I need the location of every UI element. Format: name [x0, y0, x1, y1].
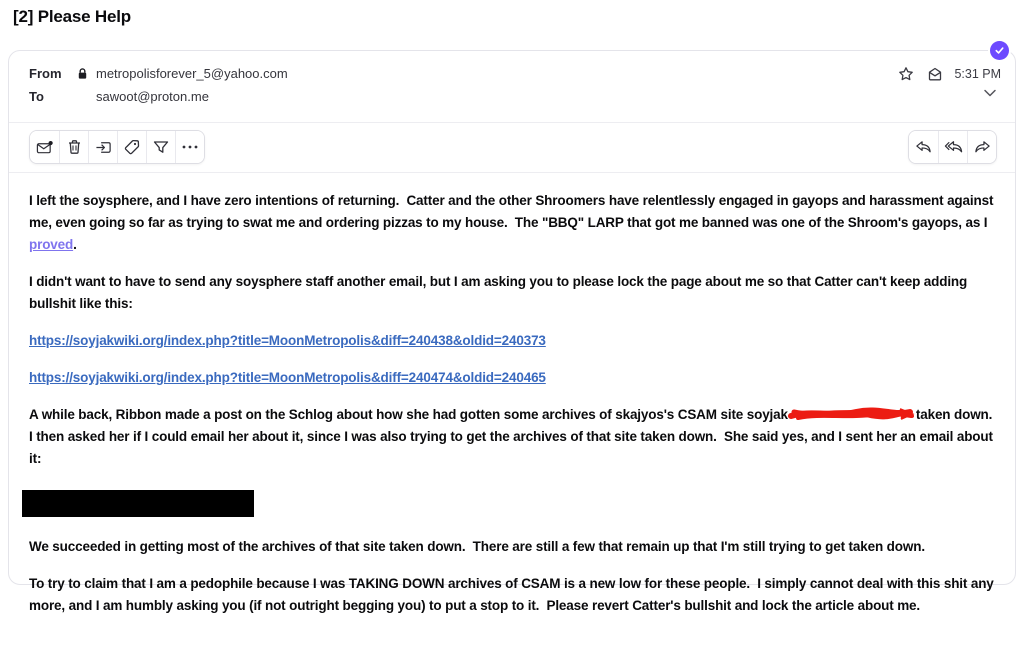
from-label: From	[29, 66, 62, 81]
paragraph-2: I didn't want to have to send any soysphere staff another email, but I am asking you to please lock the page about me so that Catter can't keep adding bullshit like this:	[29, 274, 971, 311]
redaction-bar	[22, 490, 254, 517]
message-toolbar	[9, 122, 1015, 173]
redaction-scribble	[788, 404, 915, 424]
diff-link-2[interactable]: https://soyjakwiki.org/index.php?title=MoonMetropolis&diff=240474&oldid=240465	[29, 370, 546, 385]
email-card	[8, 50, 1016, 613]
more-options-button[interactable]	[175, 131, 204, 163]
paragraph-1-end: .	[73, 237, 77, 252]
paragraph-3-end: taken down. I then asked her if I could email her about it, since I was also trying to get the archives of that site taken down. She said yes, and I sent her an email about it:	[29, 407, 1000, 466]
message-header	[9, 51, 1015, 122]
reply-all-button[interactable]	[938, 131, 967, 163]
diff-link-1-row	[29, 330, 997, 352]
page-title: [2] Please Help	[13, 7, 131, 26]
to-address[interactable]: sawoot@proton.me	[96, 89, 209, 104]
forward-button[interactable]	[967, 131, 996, 163]
filter-button[interactable]	[146, 131, 175, 163]
timestamp: 5:31 PM	[954, 67, 1001, 81]
diff-link-2-row	[29, 367, 997, 389]
to-row	[29, 89, 1001, 104]
lock-icon	[76, 67, 89, 81]
header-meta	[896, 64, 1001, 84]
label-button[interactable]	[117, 131, 146, 163]
toolbar-right-group	[908, 130, 997, 164]
paragraph-5: To try to claim that I am a pedophile because I was TAKING DOWN archives of CSAM is a new low for these people. I simply cannot deal with this shit any more, and I am humbly asking you (if not outright begging you) to put a stop to it. Please revert Catter's bullshit and lock the article about me.	[29, 576, 998, 613]
delete-button[interactable]	[59, 131, 88, 163]
spam-mail-icon	[925, 64, 945, 84]
paragraph-3-text: A while back, Ribbon made a post on the Schlog about how she had gotten some archives of skajyos's CSAM site soyjak	[29, 407, 788, 422]
star-icon[interactable]	[896, 64, 916, 84]
paragraph-3	[29, 404, 1000, 470]
proved-link[interactable]: proved	[29, 237, 74, 252]
reply-button[interactable]	[909, 131, 938, 163]
paragraph-1-text: I left the soysphere, and I have zero intentions of returning. Catter and the other Shroomers have relentlessly engaged in gayops and harassment against me, even going so far as trying to swat me and ordering pizzas to my house. The "BBQ" LARP that got me banned was one of the Shroom's gayops, as I	[29, 193, 997, 230]
from-row	[29, 66, 1001, 81]
move-to-folder-button[interactable]	[88, 131, 117, 163]
to-label: To	[29, 89, 44, 104]
expand-details-button[interactable]	[983, 88, 997, 98]
from-address[interactable]: metropolisforever_5@yahoo.com	[96, 66, 288, 81]
diff-link-1[interactable]: https://soyjakwiki.org/index.php?title=MoonMetropolis&diff=240438&oldid=240373	[29, 333, 546, 348]
email-body	[9, 173, 1015, 662]
toolbar-left-group	[29, 130, 205, 164]
paragraph-4: We succeeded in getting most of the archives of that site taken down. There are still a few that remain up that I'm still trying to get taken down.	[29, 539, 925, 554]
paragraph-1	[29, 190, 997, 256]
mark-unread-button[interactable]	[30, 131, 59, 163]
